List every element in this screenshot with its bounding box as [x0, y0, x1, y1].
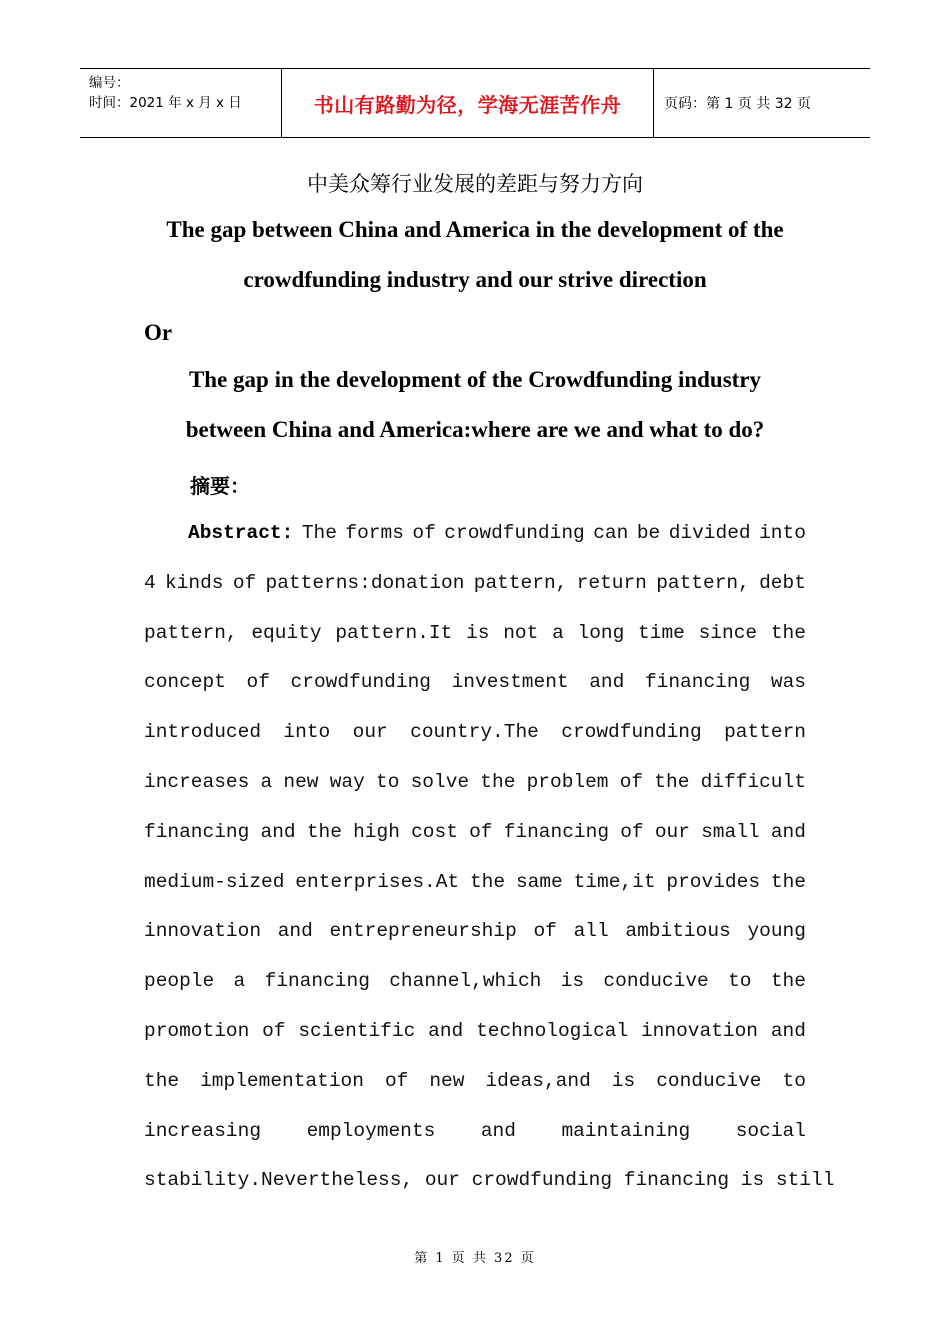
abstract-word: the: [770, 970, 806, 993]
abstract-word: The: [301, 522, 337, 544]
abstract-line: [144, 515, 806, 565]
abstract-word: time,it: [573, 870, 656, 893]
abstract-word: time: [638, 621, 685, 644]
abstract-word: a: [552, 621, 564, 644]
number-label: 编号：: [89, 75, 130, 91]
abstract-word: young: [747, 920, 806, 943]
abstract-word: people: [144, 970, 215, 993]
abstract-word: same: [515, 870, 563, 893]
abstract-line: [144, 714, 806, 764]
abstract-line: [144, 764, 806, 814]
abstract-line: [144, 1113, 806, 1163]
abstract-word: and: [589, 671, 625, 694]
abstract-word: equity: [251, 621, 322, 644]
abstract-word: pattern.It: [335, 621, 453, 644]
abstract-word: long: [577, 621, 625, 644]
abstract-word: of: [619, 770, 644, 793]
abstract-word: the: [480, 770, 516, 793]
abstract-word: way: [329, 770, 365, 793]
abstract-word: scientific: [298, 1019, 416, 1042]
abstract-word: and: [428, 1019, 464, 1042]
abstract-word: cost: [411, 820, 458, 843]
abstract-word: the: [144, 1069, 180, 1092]
abstract-word: all: [573, 920, 609, 943]
abstract-word: the: [770, 870, 806, 893]
or-text: Or: [144, 320, 173, 345]
abstract-line: [144, 615, 806, 665]
abstract-word: return: [576, 571, 647, 594]
page-header: [80, 68, 870, 138]
abstract-word: ambitious: [625, 920, 731, 943]
abstract-word: patterns:donation: [265, 571, 465, 594]
abstract-word: pattern,: [473, 571, 568, 594]
abstract-word: pattern,: [144, 621, 238, 644]
abstract-word: increases: [144, 770, 250, 793]
motto: 书山有路勤为径，学海无涯苦作舟: [313, 92, 622, 117]
abstract-word: maintaining: [561, 1119, 691, 1142]
page-footer: 第 1 页 共 32 页: [414, 1251, 536, 1266]
abstract-word: and: [770, 1019, 806, 1042]
abstract-word: entrepreneurship: [329, 920, 517, 943]
header-motto-cell: [281, 69, 654, 137]
abstract-word: of: [412, 522, 436, 544]
abstract-word: the: [469, 870, 506, 893]
abstract-word: the: [306, 820, 342, 843]
abstract-word: our: [352, 721, 388, 744]
abstract-line: [144, 664, 806, 714]
abstract-word: high: [353, 820, 400, 843]
abstract-word: small: [701, 820, 760, 843]
abstract-word: solve: [410, 770, 470, 793]
abstract-line: [144, 1013, 806, 1063]
abstract-word: be: [636, 522, 661, 544]
abstract-word: and: [277, 920, 313, 943]
abstract-word: 4: [144, 571, 156, 594]
abstract-word: conducive: [656, 1069, 762, 1092]
abstract-word: and: [260, 820, 296, 843]
time-label: 时间：2021 年 x 月 x 日: [89, 95, 242, 111]
title-chinese: 中美众筹行业发展的差距与努力方向: [307, 172, 643, 196]
abstract-word: crowdfunding: [444, 522, 585, 544]
abstract-word: pattern: [724, 721, 806, 744]
title-english-line-2: crowdfunding industry and our strive direction: [243, 267, 707, 292]
alt-title-line-1: The gap in the development of the Crowdfunding industry: [188, 367, 762, 392]
abstract-line: [144, 814, 806, 864]
abstract-line: [144, 565, 806, 615]
abstract-word: into: [283, 721, 331, 744]
abstract-word: can: [593, 522, 629, 544]
abstract-word: divided: [668, 522, 751, 544]
abstract-word: the: [770, 621, 806, 644]
abstract-word: technological: [476, 1019, 629, 1042]
abstract-word: conducive: [603, 970, 709, 993]
abstract-line: [144, 913, 806, 963]
abstract-word: concept: [144, 671, 226, 694]
header-meta: [80, 69, 281, 137]
abstract-word: debt: [759, 571, 806, 594]
header-page-info: 页码：第 1 页 共 32 页: [664, 96, 811, 112]
abstract-word: a: [233, 970, 246, 993]
abstract-heading: 摘要：: [190, 474, 250, 498]
abstract-word: innovation: [144, 920, 262, 943]
abstract-word: difficult: [700, 770, 806, 793]
abstract-word: new: [429, 1069, 465, 1092]
abstract-word: the: [654, 770, 690, 793]
abstract-word: financing: [264, 970, 370, 993]
abstract-word: into: [759, 522, 806, 544]
abstract-word: kinds: [165, 571, 224, 594]
abstract-text: stability.Nevertheless, our crowdfunding financing is still: [144, 1169, 835, 1192]
abstract-word: of: [262, 1019, 286, 1042]
abstract-word: forms: [345, 522, 404, 544]
abstract-word: a: [260, 770, 273, 793]
abstract-word: increasing: [144, 1119, 262, 1142]
abstract-word: investment: [451, 671, 569, 694]
abstract-lead: Abstract:: [188, 522, 294, 544]
abstract-word: introduced: [144, 721, 262, 744]
abstract-word: is: [611, 1069, 636, 1092]
abstract-word: and: [770, 820, 806, 843]
abstract-word: not: [503, 621, 539, 644]
abstract-word: of: [246, 671, 270, 694]
alt-title-line-2: between China and America:where are we and what to do?: [185, 417, 765, 442]
abstract-word: medium-sized: [144, 870, 285, 893]
abstract-word: and: [480, 1119, 516, 1142]
abstract-body: [144, 515, 835, 1212]
abstract-word: innovation: [640, 1019, 759, 1042]
abstract-word: crowdfunding: [561, 721, 702, 744]
abstract-word: of: [620, 820, 644, 843]
abstract-word: financing: [503, 820, 610, 843]
abstract-word: to: [376, 770, 400, 793]
abstract-word: promotion: [144, 1019, 250, 1042]
abstract-word: ideas,and: [485, 1069, 591, 1092]
abstract-word: financing: [644, 671, 751, 694]
abstract-word: problem: [526, 770, 609, 793]
abstract-word: our: [654, 820, 690, 843]
abstract-word: country.The: [410, 721, 539, 744]
abstract-word: to: [782, 1069, 806, 1092]
abstract-word: of: [384, 1069, 409, 1092]
abstract-word: channel,which: [389, 970, 542, 993]
abstract-line: [144, 1063, 806, 1113]
abstract-line: [144, 963, 806, 1013]
abstract-word: is: [560, 970, 585, 993]
abstract-word: to: [728, 970, 752, 993]
abstract-word: enterprises.At: [295, 870, 460, 893]
abstract-word: social: [735, 1119, 806, 1142]
abstract-word: pattern,: [656, 571, 750, 594]
abstract-word: of: [533, 920, 557, 943]
abstract-word: of: [469, 820, 493, 843]
abstract-word: provides: [666, 870, 761, 893]
abstract-line: [144, 864, 806, 914]
abstract-word: of: [232, 571, 257, 594]
abstract-word: since: [698, 621, 758, 644]
abstract-word: implementation: [200, 1069, 364, 1092]
title-english-line-1: The gap between China and America in the development of the: [166, 217, 784, 242]
abstract-word: financing: [144, 820, 250, 843]
abstract-word: employments: [306, 1119, 436, 1142]
abstract-word: was: [770, 671, 806, 694]
abstract-line: [144, 1162, 835, 1212]
abstract-word: crowdfunding: [290, 671, 431, 694]
abstract-word: new: [283, 770, 319, 793]
abstract-word: is: [466, 621, 490, 644]
